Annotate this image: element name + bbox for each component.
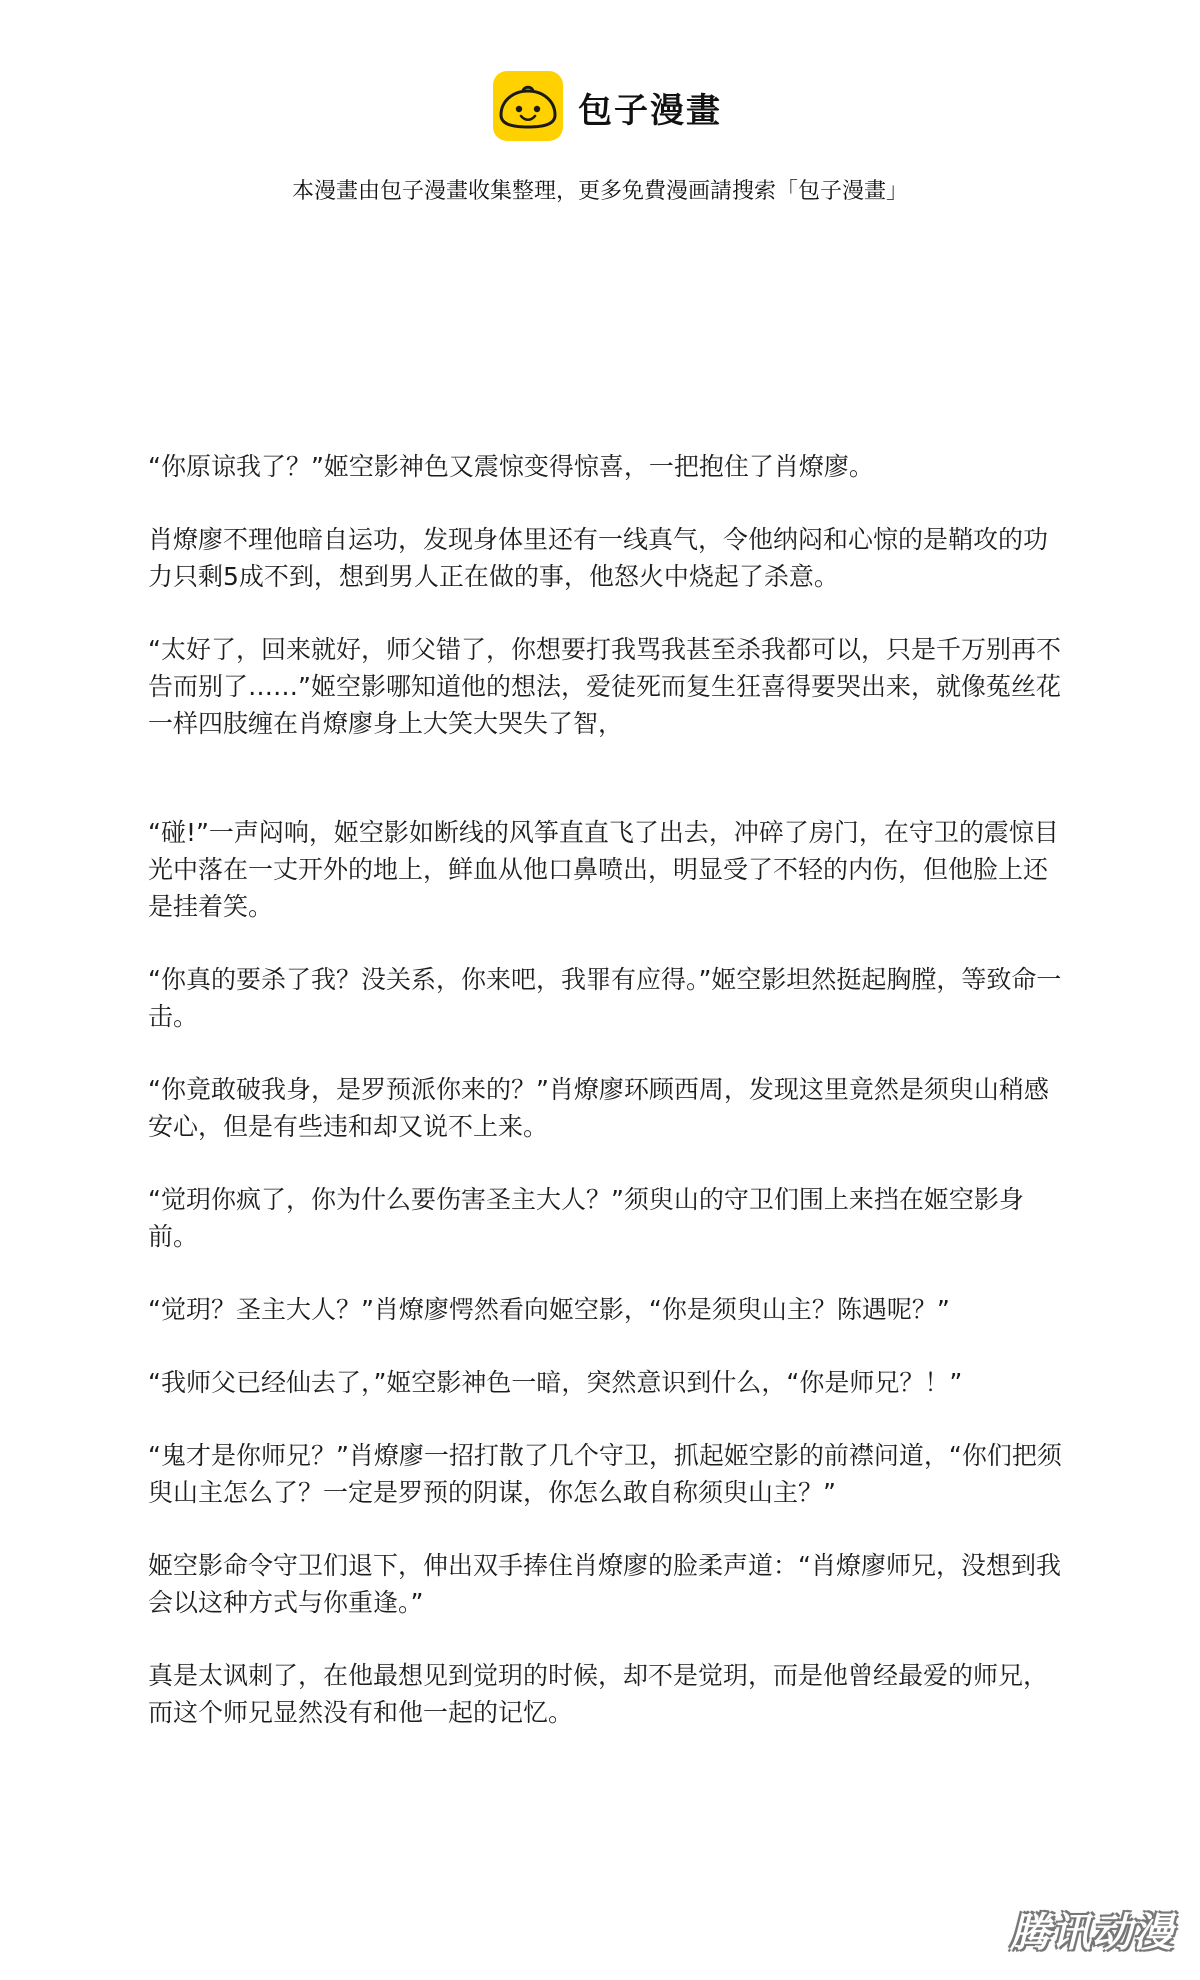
paragraph: “你原谅我了？”姬空影神色又震惊变得惊喜，一把抱住了肖燎廖。: [148, 452, 874, 481]
bun-logo-icon: [493, 71, 563, 141]
paragraph: 姬空影命令守卫们退下，伸出双手捧住肖燎廖的脸柔声道：“肖燎廖师兄，没想到我会以这种方式与你重逢。”: [148, 1551, 1061, 1617]
paragraph: “觉玥？圣主大人？”肖燎廖愕然看向姬空影，“你是须臾山主？陈遇呢？”: [148, 1295, 950, 1324]
site-header: [0, 65, 1200, 145]
paragraph: “太好了，回来就好，师父错了，你想要打我骂我甚至杀我都可以，只是千万别再不告而别了……”姬空影哪知道他的想法，爱徒死而复生狂喜得要哭出来，就像菟丝花一样四肢缠在肖燎廖身上大笑大哭失了智，: [148, 635, 1061, 738]
tencent-comic-watermark: 腾讯动漫: [1010, 1910, 1174, 1956]
paragraph: “你真的要杀了我？没关系，你来吧，我罪有应得。”姬空影坦然挺起胸膛，等致命一击。: [148, 965, 1062, 1031]
source-notice: 本漫畫由包子漫畫收集整理，更多免費漫画請搜索「包子漫畫」: [291, 179, 908, 204]
paragraph: “碰!”一声闷响，姬空影如断线的风筝直直飞了出去，冲碎了房门，在守卫的震惊目光中落在一丈开外的地上，鲜血从他口鼻喷出，明显受了不轻的内伤，但他脸上还是挂着笑。: [148, 818, 1059, 921]
paragraph: 肖燎廖不理他暗自运功，发现身体里还有一线真气，令他纳闷和心惊的是鞘攻的功力只剩5成不到，想到男人正在做的事，他怒火中烧起了杀意。: [148, 525, 1049, 591]
paragraph: “觉玥你疯了，你为什么要伤害圣主大人？”须臾山的守卫们围上来挡在姬空影身前。: [148, 1185, 1024, 1251]
chapter-text: [148, 448, 1070, 1767]
brand-name: 包子漫畫: [578, 91, 722, 131]
paragraph: “鬼才是你师兄？”肖燎廖一招打散了几个守卫，抓起姬空影的前襟问道，“你们把须臾山主怎么了？一定是罗预的阴谋，你怎么敢自称须臾山主？”: [148, 1441, 1062, 1507]
paragraph: “我师父已经仙去了，”姬空影神色一暗，突然意识到什么，“你是师兄？！”: [148, 1368, 963, 1397]
paragraph: “你竟敢破我身，是罗预派你来的？”肖燎廖环顾西周，发现这里竟然是须臾山稍感安心，但是有些违和却又说不上来。: [148, 1075, 1049, 1141]
paragraph: 真是太讽刺了，在他最想见到觉玥的时候，却不是觉玥，而是他曾经最爱的师兄，而这个师兄显然没有和他一起的记忆。: [148, 1661, 1049, 1727]
bun-face-icon: [493, 71, 563, 141]
